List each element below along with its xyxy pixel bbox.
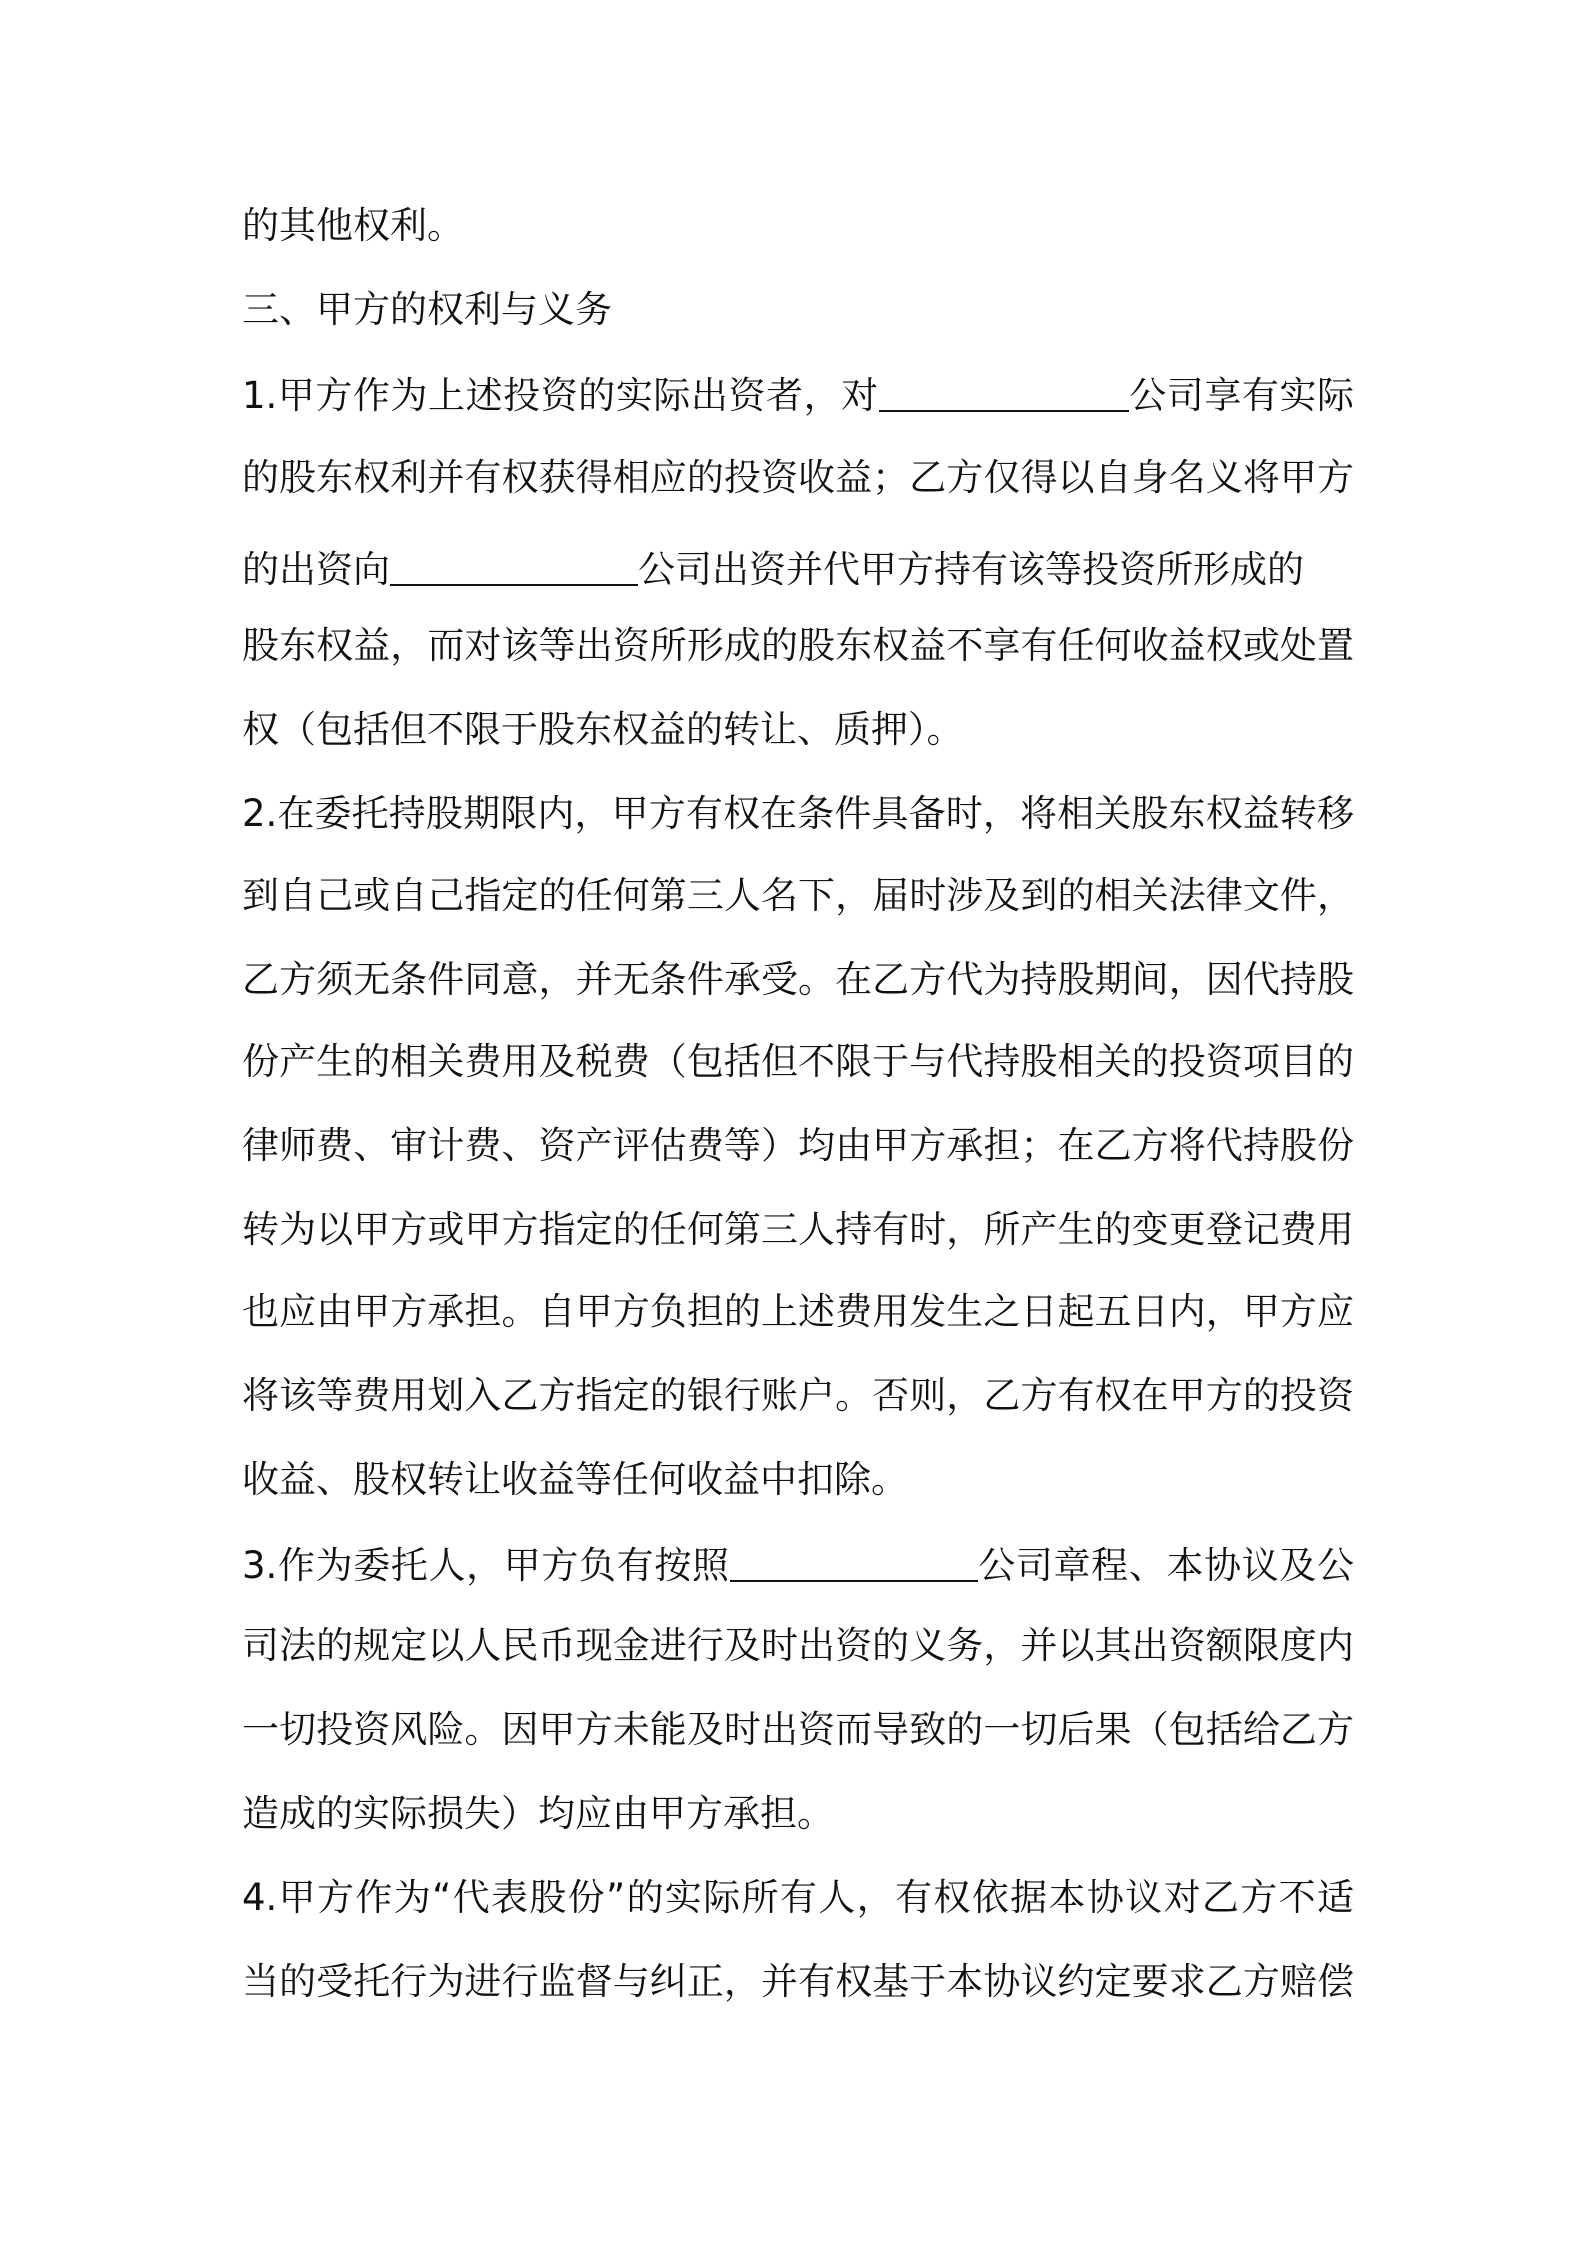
text-line: 的其他权利。 bbox=[242, 204, 464, 247]
text-line: 权（包括但不限于股东权益的转让、质押）。 bbox=[242, 708, 964, 751]
section-heading bbox=[242, 280, 612, 340]
text-line: 2.在委托持股期限内，甲方有权在条件具备时，将相关股东权益转移 bbox=[242, 792, 1354, 835]
text-line: 律师费、审计费、资产评估费等）均由甲方承担；在乙方将代持股份 bbox=[242, 1124, 1354, 1167]
paragraph-line-10 bbox=[242, 950, 1354, 1010]
text-line: 转为以甲方或甲方指定的任何第三人持有时，所产生的变更登记费用 bbox=[242, 1208, 1354, 1251]
paragraph-line-9 bbox=[242, 866, 1354, 926]
text-line: 造成的实际损失）均应由甲方承担。 bbox=[242, 1792, 834, 1835]
paragraph-line-21 bbox=[242, 1868, 1354, 1928]
text-line: 也应由甲方承担。自甲方负担的上述费用发生之日起五日内，甲方应 bbox=[242, 1290, 1354, 1333]
text-line: 收益、股权转让收益等任何收益中扣除。 bbox=[242, 1458, 908, 1501]
text-line: 将该等费用划入乙方指定的银行账户。否则，乙方有权在甲方的投资 bbox=[242, 1374, 1354, 1417]
blank-field-company-3 bbox=[730, 1546, 978, 1582]
paragraph-line-1 bbox=[242, 196, 464, 256]
paragraph-line-5 bbox=[242, 540, 1304, 600]
paragraph-line-8 bbox=[242, 784, 1354, 844]
paragraph-line-12 bbox=[242, 1116, 1354, 1176]
text-line: 当的受托行为进行监督与纠正，并有权基于本协议约定要求乙方赔偿 bbox=[242, 1960, 1354, 2003]
text-segment: 的出资向 bbox=[242, 548, 390, 591]
paragraph-line-19 bbox=[242, 1700, 1354, 1760]
text-line: 司法的规定以人民币现金进行及时出资的义务，并以其出资额限度内 bbox=[242, 1624, 1354, 1667]
text-line: 一切投资风险。因甲方未能及时出资而导致的一切后果（包括给乙方 bbox=[242, 1708, 1354, 1751]
paragraph-line-16 bbox=[242, 1450, 908, 1510]
text-segment: 公司享有实际 bbox=[1128, 374, 1354, 417]
text-line: 份产生的相关费用及税费（包括但不限于与代持股相关的投资项目的 bbox=[242, 1040, 1354, 1083]
paragraph-line-22 bbox=[242, 1952, 1354, 2012]
paragraph-line-4 bbox=[242, 448, 1354, 508]
paragraph-line-14 bbox=[242, 1282, 1354, 1342]
blank-field-company-1 bbox=[879, 376, 1129, 412]
text-line: 4.甲方作为“代表股份”的实际所有人，有权依据本协议对乙方不适 bbox=[242, 1876, 1354, 1919]
text-segment: 公司出资并代甲方持有该等投资所形成的 bbox=[638, 548, 1304, 591]
text-segment: 公司章程、本协议及公 bbox=[977, 1544, 1354, 1587]
heading-text: 三、甲方的权利与义务 bbox=[242, 288, 612, 331]
text-line: 到自己或自己指定的任何第三人名下，届时涉及到的相关法律文件， bbox=[242, 874, 1354, 917]
blank-field-company-2 bbox=[390, 550, 638, 586]
text-segment: 3.作为委托人，甲方负有按照 bbox=[242, 1544, 730, 1587]
paragraph-line-18 bbox=[242, 1616, 1354, 1676]
paragraph-line-20 bbox=[242, 1784, 834, 1844]
paragraph-line-17 bbox=[242, 1536, 1354, 1596]
paragraph-line-7 bbox=[242, 700, 964, 760]
paragraph-line-6 bbox=[242, 616, 1354, 676]
paragraph-line-3 bbox=[242, 366, 1354, 426]
paragraph-line-13 bbox=[242, 1200, 1354, 1260]
text-segment: 1.甲方作为上述投资的实际出资者，对 bbox=[242, 374, 879, 417]
text-line: 股东权益，而对该等出资所形成的股东权益不享有任何收益权或处置 bbox=[242, 624, 1354, 667]
text-line: 乙方须无条件同意，并无条件承受。在乙方代为持股期间，因代持股 bbox=[242, 958, 1354, 1001]
paragraph-line-15 bbox=[242, 1366, 1354, 1426]
paragraph-line-11 bbox=[242, 1032, 1354, 1092]
text-line: 的股东权利并有权获得相应的投资收益；乙方仅得以自身名义将甲方 bbox=[242, 456, 1354, 499]
